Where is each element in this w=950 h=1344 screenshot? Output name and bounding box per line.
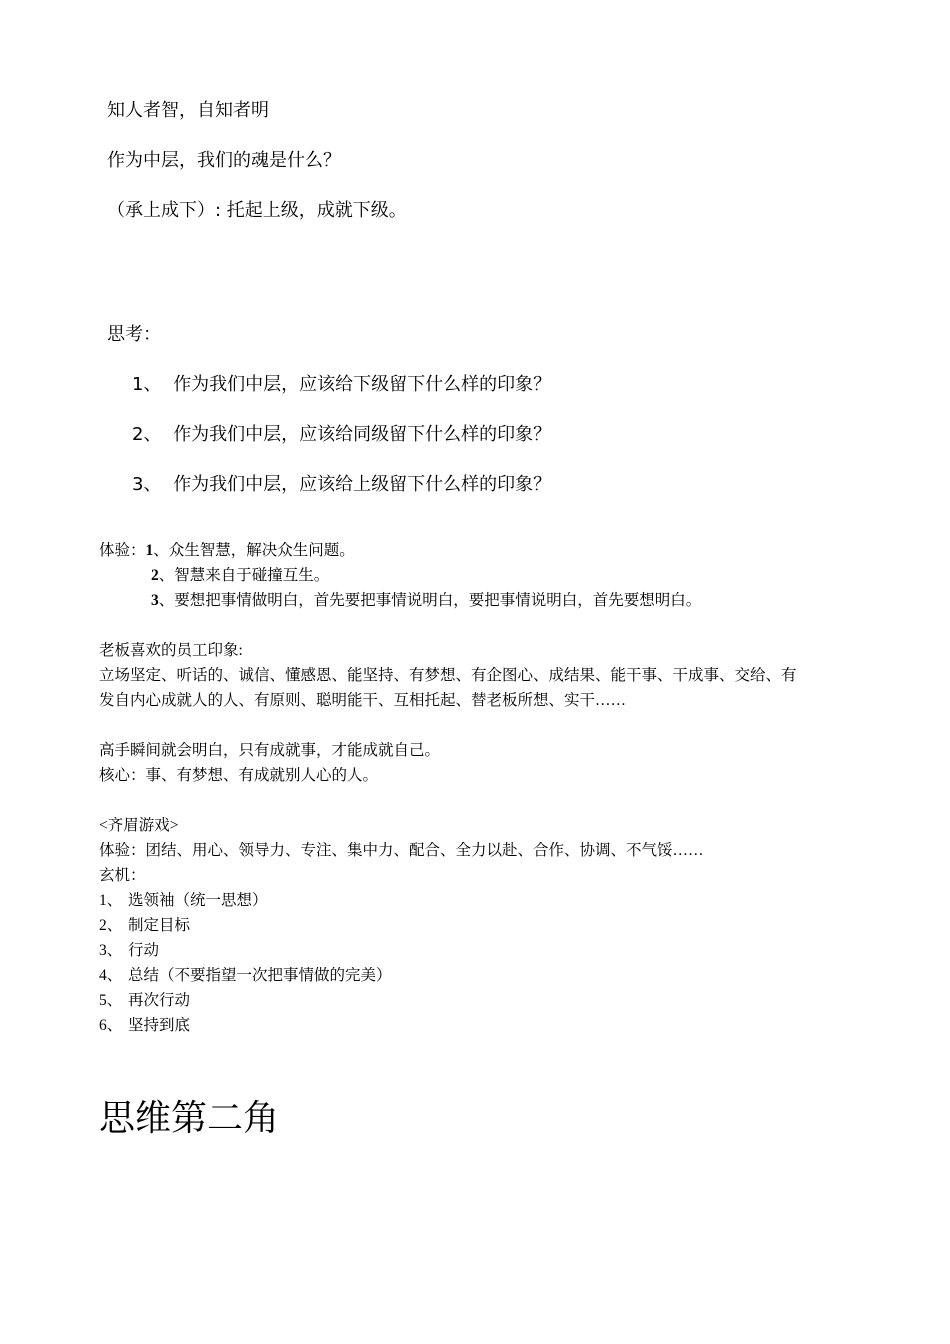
- game-step: [99, 943, 159, 959]
- game-step-number: 2、: [99, 917, 123, 934]
- thinking-item: [132, 426, 551, 444]
- game-step-text: 坚持到底: [128, 1017, 191, 1034]
- game-step: [99, 893, 268, 909]
- boss-line-1: 立场坚定、听话的、诚信、懂感恩、能坚持、有梦想、有企图心、成结果、能干事、干成事、交给、有: [99, 667, 797, 684]
- boss-line-2: 发自内心成就人的人、有原则、聪明能干、互相托起、替老板所想、实干……: [99, 692, 627, 709]
- experience-item: [151, 593, 701, 609]
- game-step-text: 选领袖（统一思想）: [128, 892, 268, 909]
- thinking-item-text: 作为我们中层，应该给同级留下什么样的印象？: [173, 424, 552, 445]
- section-heading: 思维第二角: [99, 1098, 280, 1138]
- master-line-1: 高手瞬间就会明白，只有成就事，才能成就自己。: [99, 742, 441, 759]
- boss-title: 老板喜欢的员工印象:: [99, 642, 243, 659]
- thinking-item-number: 1、: [132, 374, 162, 395]
- experience-item-text: 、要想把事情做明白，首先要把事情说明白，要把事情说明白，首先要想明白。: [158, 592, 702, 609]
- master-line-2: 核心：事、有梦想、有成就别人心的人。: [99, 767, 379, 784]
- experience-item: [99, 543, 355, 559]
- experience-item-number: 3: [151, 592, 159, 609]
- game-step-number: 6、: [99, 1017, 123, 1034]
- intro-line-1: 知人者智，自知者明: [107, 100, 269, 121]
- game-step-text: 行动: [128, 942, 160, 959]
- thinking-item-number: 3、: [132, 474, 162, 495]
- game-title: <齐眉游戏>: [99, 817, 179, 834]
- experience-item-text: 、智慧来自于碰撞互生。: [158, 567, 330, 584]
- game-experience: 体验：团结、用心、领导力、专注、集中力、配合、全力以赴、合作、协调、不气馁……: [99, 842, 704, 859]
- game-step-number: 1、: [99, 892, 123, 909]
- experience-item-number: 2: [151, 567, 159, 584]
- game-step: [99, 993, 190, 1009]
- game-step-text: 总结（不要指望一次把事情做的完美）: [128, 967, 392, 984]
- game-step-number: 4、: [99, 967, 123, 984]
- intro-line-2: 作为中层，我们的魂是什么？: [107, 150, 341, 171]
- thinking-item-number: 2、: [132, 424, 162, 445]
- experience-item: [151, 568, 329, 584]
- game-step-text: 再次行动: [128, 992, 191, 1009]
- intro-line-3: （承上成下）: 托起上级，成就下级。: [107, 200, 407, 221]
- experience-label: 体验：: [99, 542, 146, 559]
- game-step-text: 制定目标: [128, 917, 191, 934]
- experience-item-text: 、众生智慧，解决众生问题。: [153, 542, 355, 559]
- experience-item-number: 1: [145, 542, 154, 559]
- game-step: [99, 918, 190, 934]
- thinking-item: [132, 376, 551, 394]
- game-secret-label: 玄机：: [99, 867, 146, 884]
- game-step: [99, 968, 392, 984]
- thinking-label: 思考：: [107, 324, 161, 345]
- thinking-item: [132, 476, 551, 494]
- game-step-number: 5、: [99, 992, 123, 1009]
- thinking-item-text: 作为我们中层，应该给下级留下什么样的印象？: [173, 374, 552, 395]
- game-step-number: 3、: [99, 942, 123, 959]
- thinking-item-text: 作为我们中层，应该给上级留下什么样的印象？: [173, 474, 552, 495]
- game-step: [99, 1018, 190, 1034]
